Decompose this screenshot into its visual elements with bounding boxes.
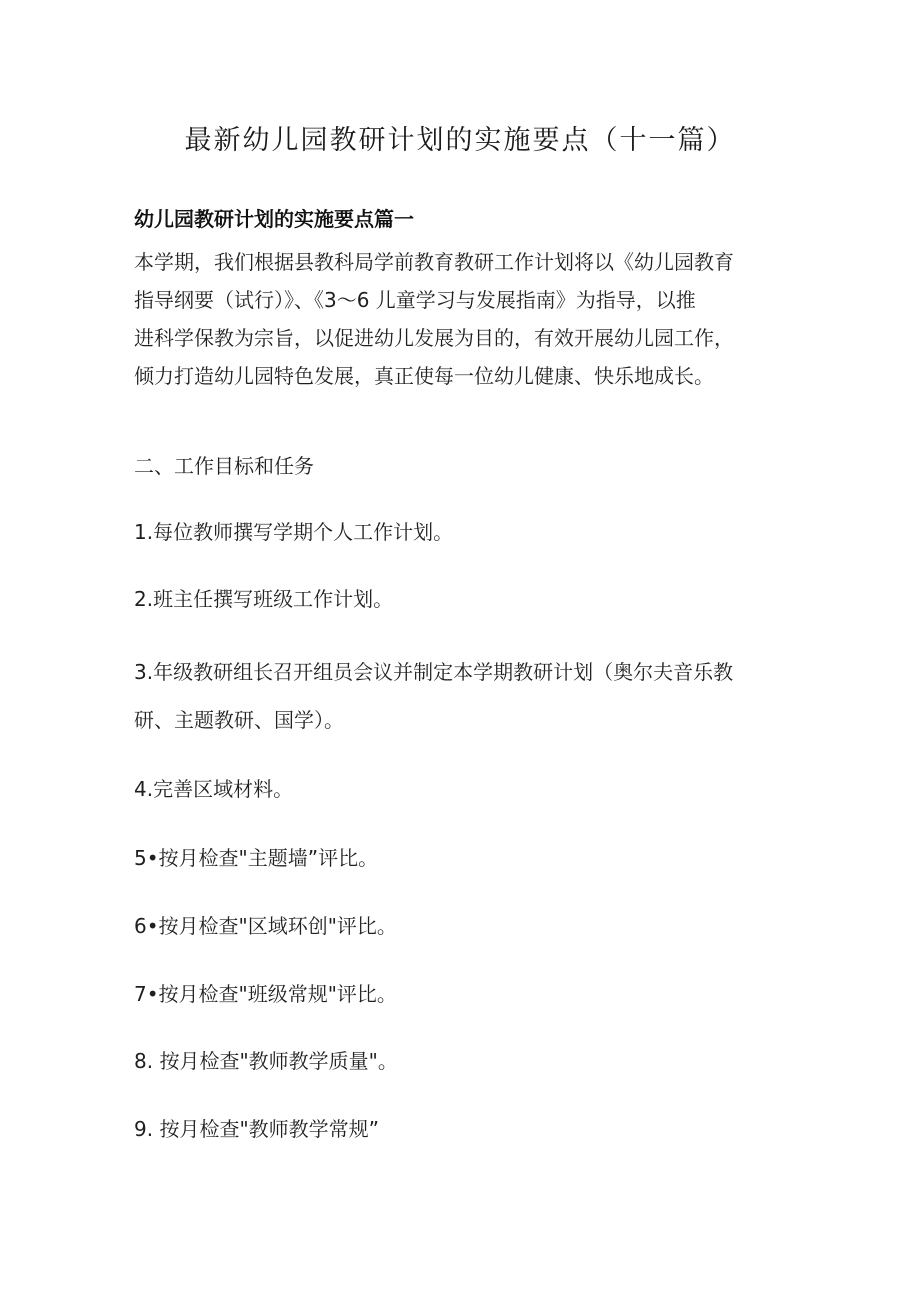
list-item [134, 765, 293, 813]
list-item-line: 9. 按月检查"教师教学常规” [134, 1117, 379, 1141]
list-item-line: 5•按月检查"主题墙”评比。 [134, 846, 379, 870]
list-item-line: 7•按月检查"班级常规"评比。 [134, 982, 397, 1006]
list-item-line: 2.班主任撰写班级工作计划。 [134, 587, 394, 611]
intro-line: 指导纲要（试行）》、《3～6 儿童学习与发展指南》为指导，以推 [134, 288, 696, 312]
list-item [134, 902, 397, 950]
intro-paragraph [134, 243, 794, 395]
list-item [134, 575, 393, 623]
intro-line: 倾力打造幼儿园特色发展，真正使每一位幼儿健康、快乐地成长。 [134, 364, 714, 388]
list-item [134, 1105, 379, 1153]
list-item-line: 4.完善区域材料。 [134, 777, 294, 801]
section-heading: 幼儿园教研计划的实施要点篇一 [134, 207, 414, 231]
goals-subheading: 二、工作目标和任务 [134, 454, 314, 478]
list-item-line: 1.每位教师撰写学期个人工作计划。 [134, 520, 454, 544]
list-item [134, 648, 733, 744]
document-title: 最新幼儿园教研计划的实施要点（十一篇） [184, 125, 736, 156]
intro-line: 进科学保教为宗旨，以促进幼儿发展为目的，有效开展幼儿园工作， [134, 326, 734, 350]
list-item [134, 508, 453, 556]
list-item [134, 970, 397, 1018]
list-item-line: 研、主题教研、国学）。 [134, 708, 344, 732]
list-item [134, 1037, 398, 1085]
list-item [134, 834, 378, 882]
list-item-line: 3.年级教研组长召开组员会议并制定本学期教研计划（奥尔夫音乐教 [134, 660, 734, 684]
list-item-line: 8. 按月检查"教师教学质量"。 [134, 1049, 398, 1073]
list-item-line: 6•按月检查"区域环创"评比。 [134, 914, 397, 938]
intro-line: 本学期，我们根据县教科局学前教育教研工作计划将以《幼儿园教育 [134, 250, 734, 274]
